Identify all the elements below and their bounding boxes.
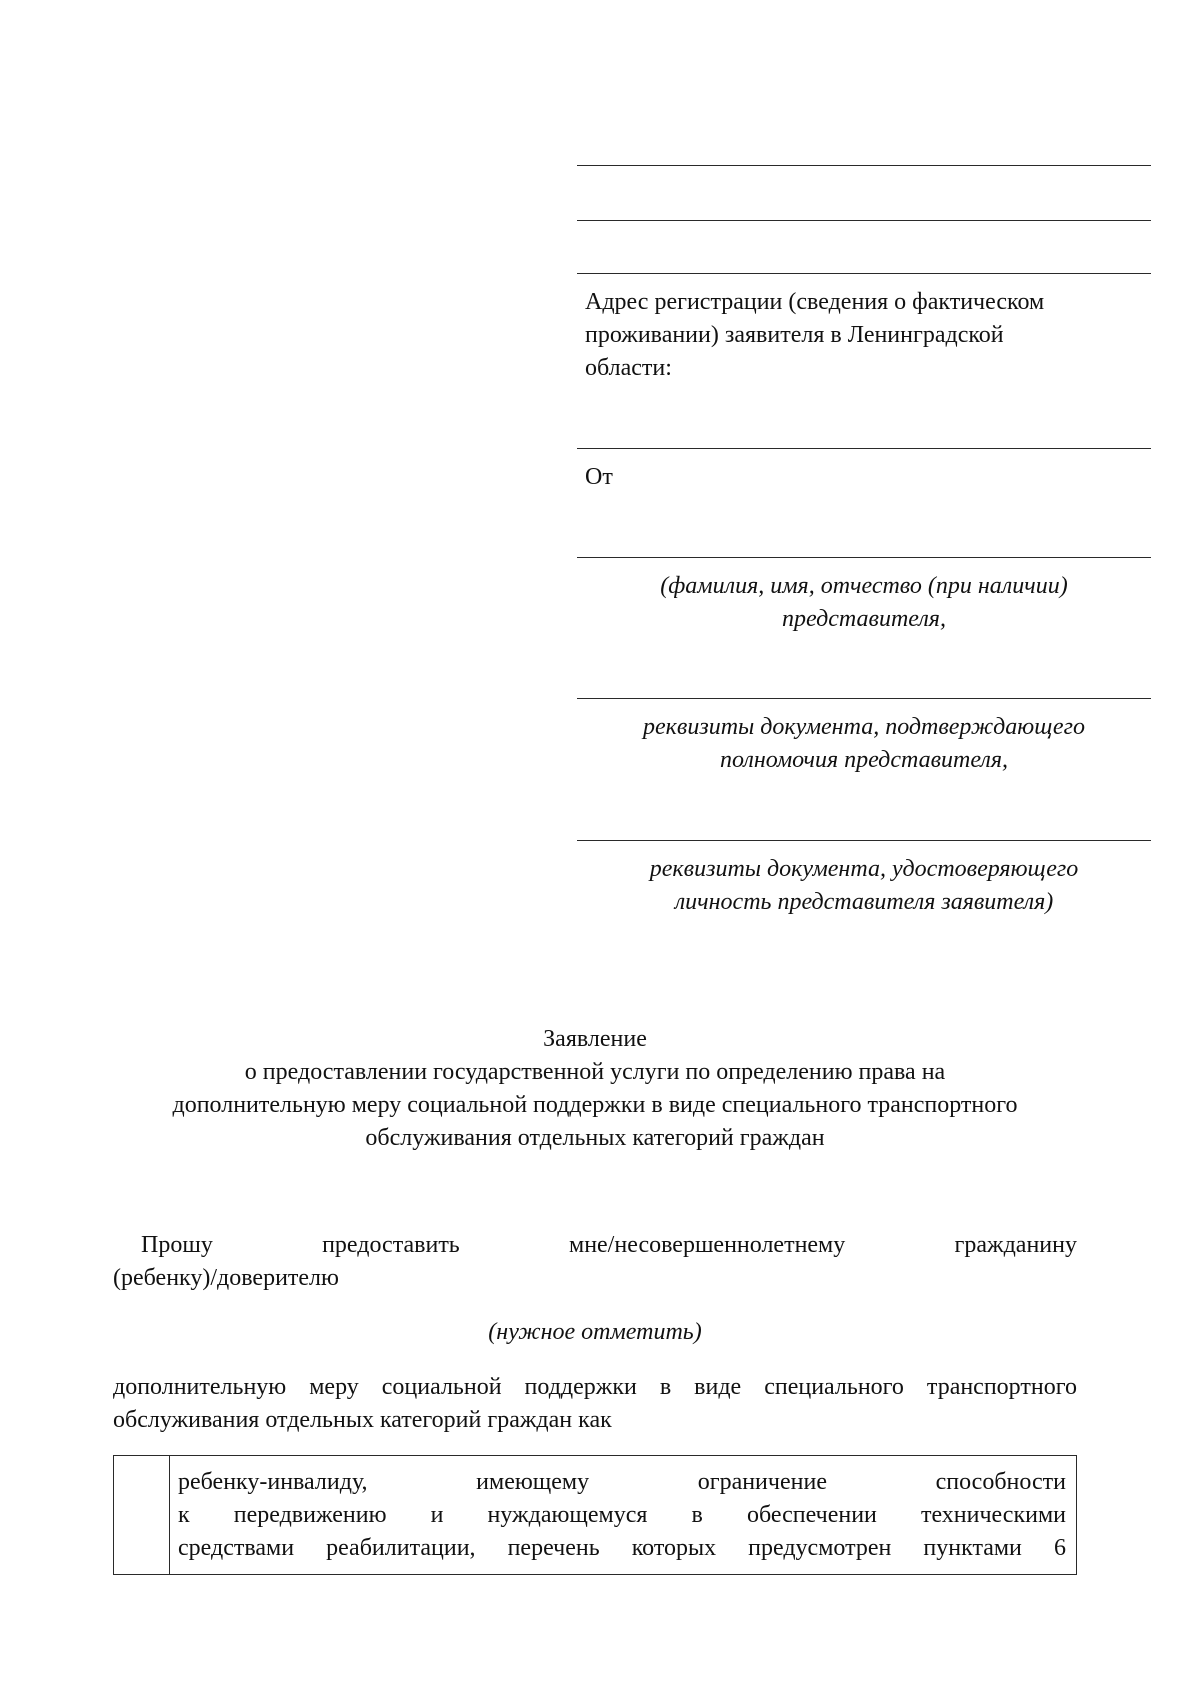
option-word: техническими [920,1502,1066,1528]
measure-word: в [659,1374,672,1400]
document-subtitle-line-3: обслуживания отдельных категорий граждан [365,1125,825,1151]
measure-word: специального [764,1374,904,1400]
measure-line-1 [113,1371,1077,1404]
option-word: ребенку-инвалиду, [178,1469,368,1495]
option-word: к [178,1502,190,1528]
option-word: способности [935,1469,1066,1495]
option-text-line-2 [178,1499,1066,1532]
address-label-line-3: области: [585,355,672,381]
blank-line-3[interactable] [577,273,1151,274]
option-word: которых [631,1535,717,1561]
address-blank-line[interactable] [577,448,1151,449]
option-word: реабилитации, [326,1535,476,1561]
blank-line-2[interactable] [577,220,1151,221]
option-word: имеющему [476,1469,590,1495]
option-word: в [691,1502,703,1528]
request-word: мне/несовершеннолетнему [569,1232,846,1258]
option-word: перечень [507,1535,600,1561]
measure-word: транспортного [926,1374,1077,1400]
request-word: гражданину [954,1232,1077,1258]
option-row [113,1455,1077,1575]
request-line-2: (ребенку)/доверителю [113,1265,339,1291]
authority-doc-caption-line-2: полномочия представителя, [719,747,1009,773]
authority-doc-caption-line-1: реквизиты документа, подтверждающего [643,714,1085,740]
document-subtitle-line-1: о предоставлении государственной услуги по определению права на [244,1059,946,1085]
option-word: ограничение [697,1469,827,1495]
option-text [178,1466,1066,1565]
representative-name-caption-line-1: (фамилия, имя, отчество (при наличии) [660,573,1068,599]
request-line-1 [113,1229,1077,1262]
option-text-line-1 [178,1466,1066,1499]
address-label-line-2: проживании) заявителя в Ленинградской [585,322,1004,348]
document-title: Заявление [543,1026,647,1052]
representative-name-caption-line-2: представителя, [782,606,946,632]
option-word: передвижению [233,1502,387,1528]
identity-doc-caption-line-2: личность представителя заявителя) [674,889,1054,915]
mark-note: (нужное отметить) [488,1319,702,1345]
request-word: Прошу [141,1232,213,1258]
identity-doc-caption-line-1: реквизиты документа, удостоверяющего [649,856,1079,882]
measure-line-2: обслуживания отдельных категорий граждан как [113,1407,612,1433]
option-word: нуждающемуся [487,1502,648,1528]
measure-word: социальной [381,1374,502,1400]
option-checkbox[interactable] [114,1456,170,1574]
representative-name-blank-line[interactable] [577,557,1151,558]
request-word: предоставить [322,1232,460,1258]
measure-word: дополнительную [113,1374,287,1400]
option-word: 6 [1053,1535,1066,1561]
option-word: пунктами [923,1535,1022,1561]
measure-word: виде [694,1374,742,1400]
option-word: и [430,1502,444,1528]
document-subtitle-line-2: дополнительную меру социальной поддержки в виде специального транспортного [172,1092,1018,1118]
option-word: предусмотрен [748,1535,892,1561]
option-word: обеспечении [746,1502,877,1528]
address-label-line-1: Адрес регистрации (сведения о фактическом [585,289,1045,315]
blank-line-1[interactable] [577,165,1151,166]
measure-word: меру [309,1374,359,1400]
from-label: От [585,464,613,490]
authority-doc-blank-line[interactable] [577,698,1151,699]
identity-doc-blank-line[interactable] [577,840,1151,841]
option-text-line-3 [178,1532,1066,1565]
option-word: средствами [178,1535,295,1561]
measure-word: поддержки [524,1374,637,1400]
